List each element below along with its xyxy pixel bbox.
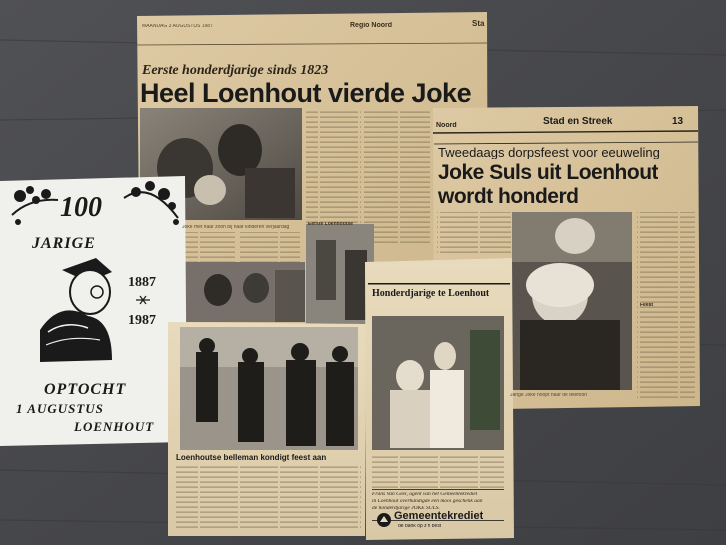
clipping4-headline: Honderdjarige te Loenhout (372, 289, 490, 299)
program-number: 100 (60, 194, 102, 222)
clipping4-bank-tagline: de bank op z'n best (398, 524, 442, 529)
clipping3-caption: Loenhoutse belleman kondigt feest aan (176, 454, 327, 462)
clipping2-headline-line1: Joke Suls uit Loenhout (438, 162, 659, 183)
clipping4-bank-name: Gemeentekrediet (394, 511, 484, 522)
program-title: JARIGE (32, 236, 96, 252)
clipping1-caption: Joke met haar zoon bij haar kinderen verjaardag (182, 225, 290, 230)
clipping1-section: Regio Noord (350, 22, 392, 29)
clipping1-section-cut: Sta (472, 20, 485, 28)
clipping4-caption-line2: in Loenhout overhandigde een mooi geschenk aan (372, 499, 483, 504)
clipping1-dateline: MAANDAG 3 AUGUSTUS 1987 (142, 24, 213, 29)
program-place: LOENHOUT (74, 420, 155, 433)
clipping2-caption: Jarige Joke hoopt haar de telefoon (510, 393, 587, 398)
clipping2-headline-line2: wordt honderd (438, 186, 579, 207)
clipping1-kicker: Eerste honderdjarige sinds 1823 (142, 64, 329, 78)
program-date: 1 AUGUSTUS (16, 402, 104, 415)
gemeentekrediet-logo-mark (377, 513, 391, 527)
clipping2-section-right: Stad en Streek (543, 117, 613, 127)
clipping2-section-left: Noord (436, 122, 457, 129)
clipping2-kicker: Tweedaags dorpsfeest voor eeuweling (438, 146, 660, 159)
program-year-start: 1887 (128, 276, 156, 290)
clipping2-page-number: 13 (672, 117, 684, 127)
program-year-end: 1987 (128, 314, 156, 328)
clipping1-headline: Heel Loenhout vierde Joke (140, 80, 472, 107)
clipping2-subhead: Feest (640, 303, 654, 308)
clipping4-caption-line3: de honderdjarige JOKE SULS. (372, 506, 440, 511)
clipping1-subhead: Eerste Loenhoutse (308, 222, 354, 227)
clipping4-caption-line1: Frans Van Geel, agent van het Gemeentekrediet (372, 492, 478, 497)
program-event: OPTOCHT (44, 382, 127, 398)
